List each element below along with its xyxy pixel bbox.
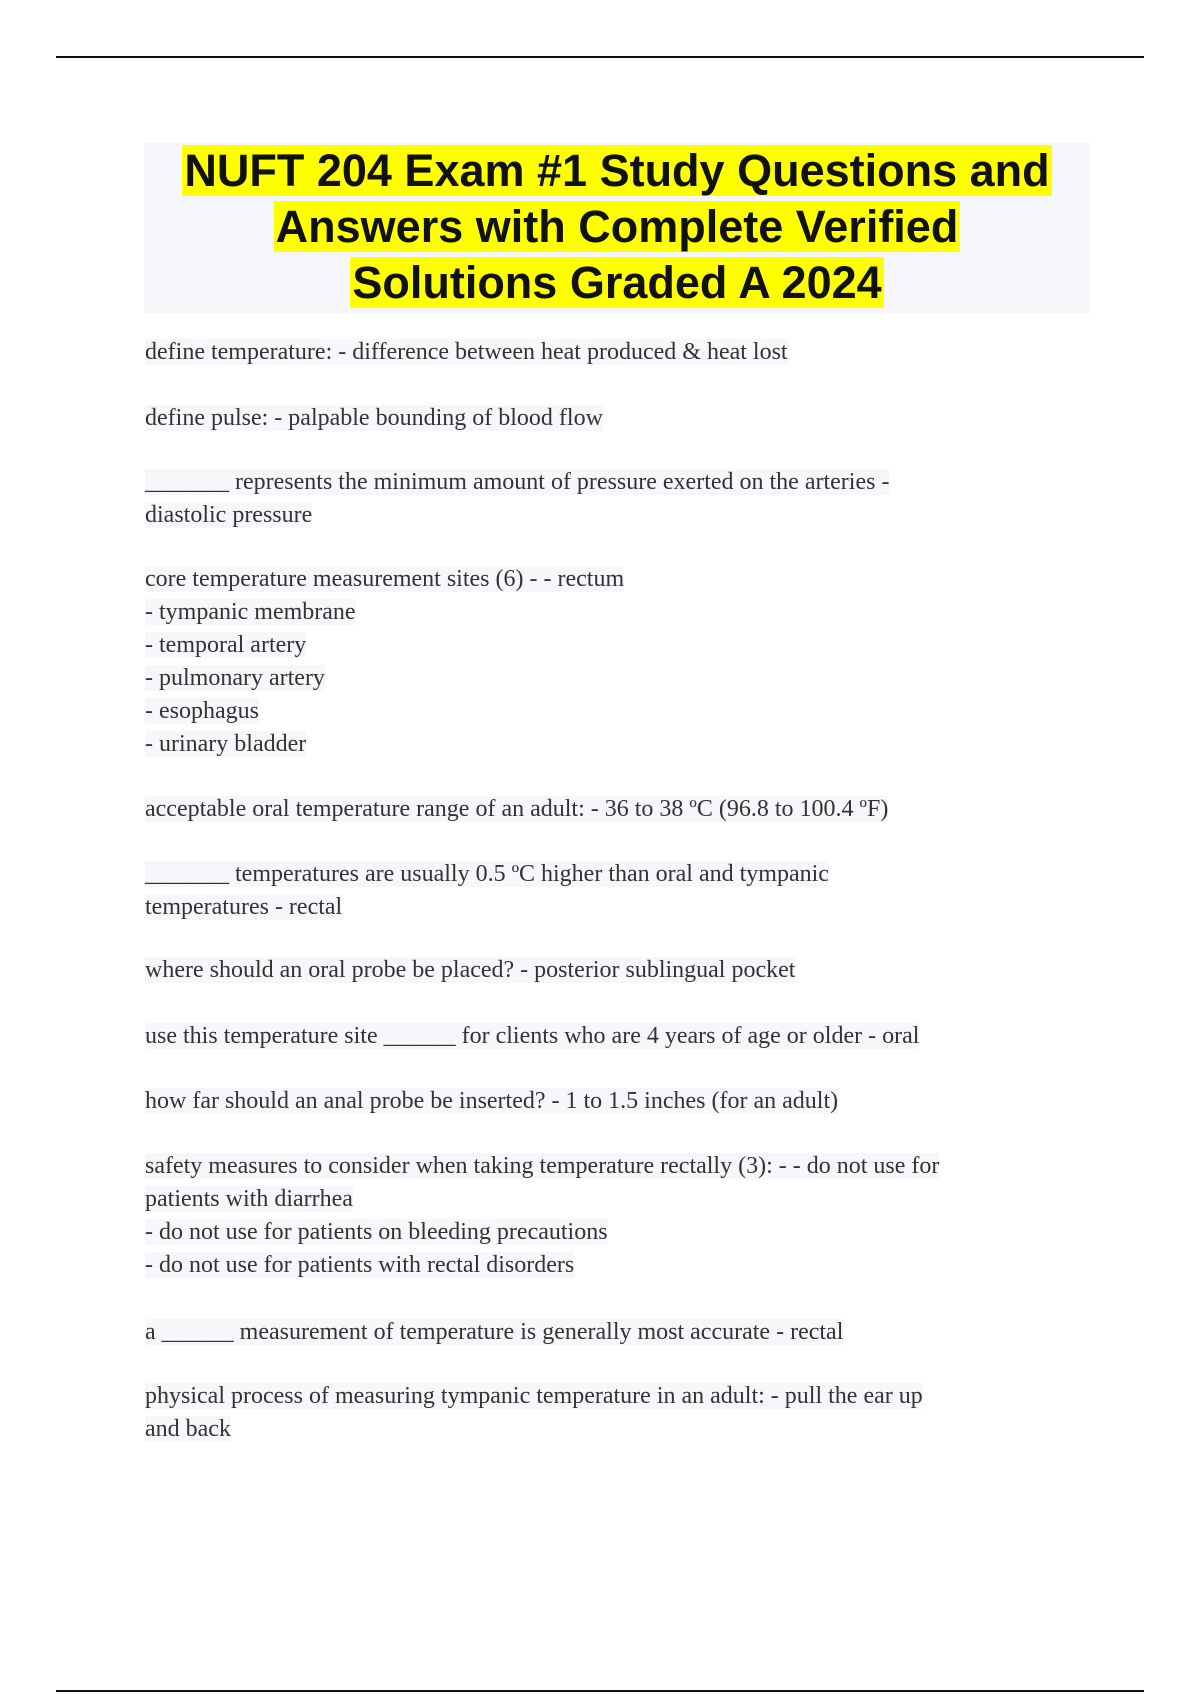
qa-item	[145, 1150, 1091, 1282]
qa-line	[145, 954, 1091, 987]
title-line-text: NUFT 204 Exam #1 Study Questions and	[184, 145, 1050, 196]
qa-item	[145, 858, 1091, 924]
qa-line-text: - esophagus	[145, 698, 259, 724]
qa-line	[145, 1183, 1091, 1216]
qa-line	[145, 891, 1091, 924]
qa-line	[145, 336, 1091, 369]
qa-line	[145, 728, 1091, 761]
qa-line-text: - urinary bladder	[145, 731, 307, 757]
title-line	[144, 199, 1090, 255]
qa-item	[145, 1085, 1091, 1118]
qa-line	[145, 662, 1091, 695]
qa-line-text: a ______ measurement of temperature is generally most accurate - rectal	[145, 1319, 844, 1345]
qa-line	[145, 1380, 1091, 1413]
qa-line	[145, 1020, 1091, 1053]
qa-line-text: acceptable oral temperature range of an adult: - 36 to 38 ºC (96.8 to 100.4 ºF)	[145, 796, 889, 822]
question-answer-list	[145, 336, 1091, 1446]
qa-line-text: define pulse: - palpable bounding of blood flow	[145, 405, 603, 431]
qa-line-text: - tympanic membrane	[145, 599, 356, 625]
qa-item	[145, 1380, 1091, 1446]
qa-item	[145, 1020, 1091, 1053]
qa-line-text: _______ temperatures are usually 0.5 ºC higher than oral and tympanic	[145, 861, 829, 887]
qa-item	[145, 954, 1091, 987]
qa-line	[145, 499, 1091, 532]
qa-line	[145, 793, 1091, 826]
qa-line-text: where should an oral probe be placed? - posterior sublingual pocket	[145, 957, 796, 983]
qa-line	[145, 402, 1091, 435]
qa-line	[145, 1085, 1091, 1118]
qa-line	[145, 1150, 1091, 1183]
qa-line-text: how far should an anal probe be inserted? - 1 to 1.5 inches (for an adult)	[145, 1088, 839, 1114]
qa-item	[145, 793, 1091, 826]
qa-line-text: core temperature measurement sites (6) - - rectum	[145, 566, 625, 592]
qa-line-text: - do not use for patients with rectal disorders	[145, 1252, 575, 1278]
qa-line	[145, 858, 1091, 891]
qa-line-text: temperatures - rectal	[145, 894, 343, 920]
title-line-text: Solutions Graded A 2024	[352, 257, 882, 308]
qa-line-text: use this temperature site ______ for clients who are 4 years of age or older - oral	[145, 1023, 920, 1049]
qa-line-text: safety measures to consider when taking temperature rectally (3): - - do not use for	[145, 1153, 940, 1179]
qa-line	[145, 695, 1091, 728]
title-line	[144, 255, 1090, 311]
qa-line	[145, 1249, 1091, 1282]
qa-line	[145, 1413, 1091, 1446]
qa-line	[145, 466, 1091, 499]
title-line	[144, 143, 1090, 199]
qa-line-text: - temporal artery	[145, 632, 307, 658]
qa-line-text: - do not use for patients on bleeding precautions	[145, 1219, 608, 1245]
qa-line	[145, 1216, 1091, 1249]
qa-line-text: patients with diarrhea	[145, 1186, 353, 1212]
qa-item	[145, 336, 1091, 369]
title-line-text: Answers with Complete Verified	[275, 201, 959, 252]
qa-line	[145, 596, 1091, 629]
qa-line-text: physical process of measuring tympanic temperature in an adult: - pull the ear up	[145, 1383, 923, 1409]
qa-line	[145, 629, 1091, 662]
qa-line-text: - pulmonary artery	[145, 665, 325, 691]
qa-line	[145, 563, 1091, 596]
bottom-rule	[56, 1690, 1144, 1692]
document-title	[144, 143, 1090, 313]
qa-line-text: and back	[145, 1416, 231, 1442]
qa-item	[145, 466, 1091, 532]
qa-item	[145, 1316, 1091, 1349]
qa-line	[145, 1316, 1091, 1349]
qa-line-text: define temperature: - difference between heat produced & heat lost	[145, 339, 788, 365]
qa-item	[145, 563, 1091, 761]
qa-line-text: _______ represents the minimum amount of pressure exerted on the arteries -	[145, 469, 890, 495]
qa-item	[145, 402, 1091, 435]
top-rule	[56, 56, 1144, 58]
qa-line-text: diastolic pressure	[145, 502, 313, 528]
